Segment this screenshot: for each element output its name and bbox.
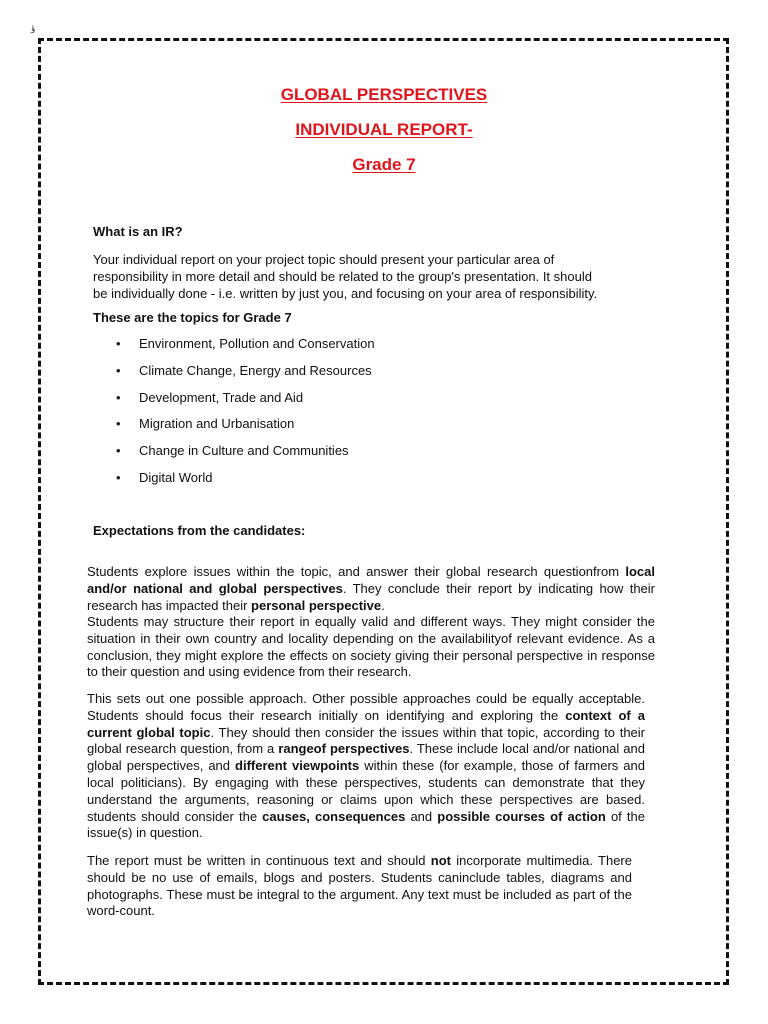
bullet-icon: • [116, 443, 121, 459]
ir-description [93, 252, 653, 302]
expectations-paragraph-1: Students explore issues within the topic, and answer their global research questionfrom local and/or national and global perspectives. They conclude their report by indicating how their research has impacted their personal perspective. [87, 564, 655, 613]
ir-line-1: Your individual report on your project topic should present your particular area of [93, 252, 555, 267]
dashed-page-border [38, 38, 729, 985]
ir-line-2: responsibility in more detail and should be related to the group's presentation. It should [93, 268, 592, 284]
list-item: • Development, Trade and Aid [116, 389, 304, 405]
bullet-icon: • [116, 362, 121, 378]
ir-heading: What is an IR? [93, 224, 183, 239]
expectations-paragraph-2: Students may structure their report in equally valid and different ways. They might consider the situation in their own country and locality depending on the availabilityof relevant evidence. As a conclusion, they might explore the effects on society giving their personal perspective in response to their question and using evidence from their research. [87, 614, 655, 680]
expectations-paragraph-4: The report must be written in continuous text and should not incorporate multimedia. There should be no use of emails, blogs and posters. Students caninclude tables, diagrams and photographs. These must be integral to the argument. Any text must be included as part of the word-count. [87, 853, 632, 919]
expectations-heading: Expectations from the candidates: [93, 523, 306, 538]
document-title: GLOBAL PERSPECTIVES [280, 85, 488, 104]
list-item: • Digital World [116, 469, 213, 485]
bullet-icon: • [116, 336, 121, 351]
list-item: • Migration and Urbanisation [116, 416, 295, 432]
ir-line-3: be individually done - i.e. written by just you, and focusing on your area of responsibility. [93, 285, 598, 301]
grade-label: Grade 7 [352, 155, 416, 174]
bullet-icon: • [116, 389, 121, 405]
topics-list [116, 336, 375, 497]
topics-heading: These are the topics for Grade 7 [93, 310, 292, 325]
document-subtitle: INDIVIDUAL REPORT- [295, 120, 473, 139]
corner-mark: ؤ [31, 24, 36, 34]
list-item: • Climate Change, Energy and Resources [116, 362, 372, 378]
expectations-paragraph-3: This sets out one possible approach. Other possible approaches could be equally acceptable. Students should focus their research initially on identifying and exploring the context of a current global topic. They should then consider the issues within that topic, according to their global research question, from a rangeof perspectives. These include local and/or national and global perspectives, and different viewpoints within these (for example, those of farmers and local politicians). By engaging with these perspectives, students can demonstrate that they understand the arguments, reasoning or claims upon which these perspectives are based. students should consider the causes, consequences and possible courses of action of the issue(s) in question. [87, 691, 646, 841]
bullet-icon: • [116, 416, 121, 432]
list-item: • Change in Culture and Communities [116, 443, 349, 459]
list-item: • Environment, Pollution and Conservation [116, 336, 375, 351]
bullet-icon: • [116, 469, 121, 485]
